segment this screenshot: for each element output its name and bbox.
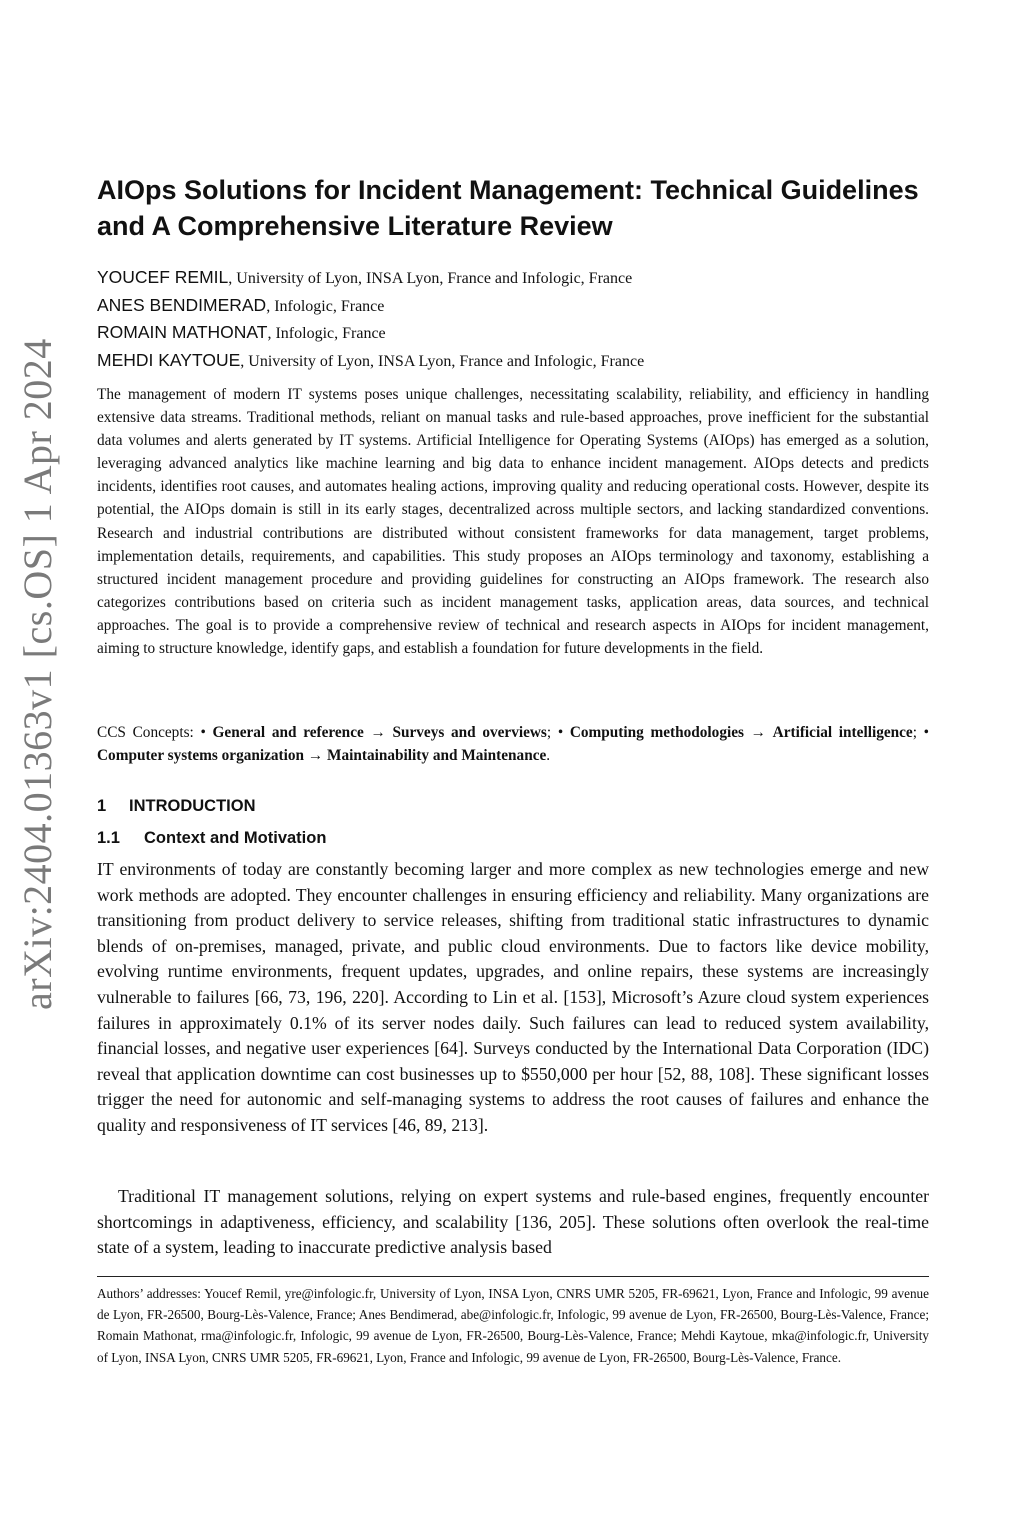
author-name: ROMAIN MATHONAT (97, 322, 268, 342)
paper-title: AIOps Solutions for Incident Management: Technical Guidelines and A Comprehensive Literature Review (97, 175, 919, 241)
authors-addresses-footnote: Authors’ addresses: Youcef Remil, yre@infologic.fr, University of Lyon, INSA Lyon, CNRS UMR 5205, FR-69621, Lyon, France and Infologic, 99 avenue de Lyon, FR-26500, Bourg-Lès-Valence, France; Anes Bendimerad, abe@infologic.fr, Infologic, 99 avenue de Lyon, FR-26500, Bourg-Lès-Valence, France; Romain Mathonat, rma@infologic.fr, Infologic, 99 avenue de Lyon, FR-26500, Bourg-Lès-Valence, France; Mehdi Kaytoue, mka@infologic.fr, University of Lyon, INSA Lyon, CNRS UMR 5205, FR-69621, Lyon, France and Infologic, 99 avenue de Lyon, FR-26500, Bourg-Lès-Valence, France. (97, 1286, 929, 1365)
author-entry (97, 347, 929, 375)
section-number: 1 (97, 797, 107, 815)
author-affiliation: , Infologic, France (266, 297, 385, 315)
author-affiliation: , University of Lyon, INSA Lyon, France and Infologic, France (228, 270, 633, 287)
arxiv-identifier-stamp: arXiv:2404.01363v1 [cs.OS] 1 Apr 2024 (15, 338, 60, 1010)
section-title: INTRODUCTION (129, 797, 256, 815)
footnote-rule (97, 1276, 929, 1277)
author-list (97, 264, 929, 374)
section-heading (97, 794, 256, 818)
author-name: MEHDI KAYTOUE (97, 349, 241, 370)
subsection-heading (97, 826, 326, 850)
body-paragraph: Traditional IT management solutions, relying on expert systems and rule-based engines, frequently encounter shortcomings in adaptiveness, efficiency, and scalability [136, 205]. These solutions often overlook the real-time state of a system, leading to inaccurate predictive analysis based (97, 1186, 929, 1258)
ccs-concept: Maintainability and Maintenance (327, 747, 547, 764)
ccs-concept: Surveys and overviews (392, 724, 547, 741)
subsection-title: Context and Motivation (144, 829, 327, 847)
ccs-concept: Artificial intelligence (772, 724, 913, 741)
author-entry (97, 292, 929, 320)
ccs-separator: ; • (912, 724, 930, 741)
body-paragraph: IT environments of today are constantly becoming larger and more complex as new technologies emerge and new work methods are adopted. They encounter challenges in ensuring efficiency and reliability. Many organizations are transitioning from product delivery to service releases, shifting from traditional static infrastructures to dynamic blends of on-premises, managed, private, and public cloud environments. Due to factors like device mobility, evolving runtime environments, frequent updates, upgrades, and online repairs, these systems are increasingly vulnerable to failures [66, 73, 196, 220]. According to Lin et al. [153], Microsoft’s Azure cloud system experiences failures in approximately 0.1% of its server nodes daily. Such failures can lead to reduced system availability, financial losses, and negative user experiences [64]. Surveys conducted by the International Data Corporation (IDC) reveal that application downtime can cost businesses up to $550,000 per hour [52, 88, 108]. These significant losses trigger the need for autonomic and self-managing systems to address the root causes of failures and enhance the quality and responsiveness of IT services [46, 89, 213]. (97, 859, 929, 1135)
ccs-concept: General and reference (212, 724, 364, 741)
ccs-concept: Computer systems organization (97, 747, 305, 764)
subsection-number: 1.1 (97, 829, 120, 847)
author-entry (97, 319, 929, 347)
ccs-concepts (97, 721, 929, 767)
author-affiliation: , Infologic, France (267, 325, 386, 342)
author-entry (97, 264, 929, 292)
ccs-separator: ; • (546, 724, 570, 741)
author-name: ANES BENDIMERAD (97, 294, 267, 315)
ccs-arrow: → (304, 747, 328, 764)
abstract: The management of modern IT systems poses unique challenges, necessitating scalability, reliability, and efficiency in handling extensive data streams. Traditional methods, reliant on manual tasks and rule-based approaches, prove inefficient for the substantial data volumes and alerts generated by IT systems. Artificial Intelligence for Operating Systems (AIOps) has emerged as a solution, leveraging advanced analytics like machine learning and big data to enhance incident management. AIOps detects and predicts incidents, identifies root causes, and automates healing actions, improving quality and reducing operational costs. However, despite its potential, the AIOps domain is still in its early stages, decentralized across multiple sectors, and lacking standardized conventions. Research and industrial contributions are distributed without consistent frameworks for data management, target problems, implementation details, requirements, and capabilities. This study proposes an AIOps terminology and taxonomy, establishing a structured incident management procedure and providing guidelines for constructing an AIOps framework. The research also categorizes contributions based on criteria such as incident management tasks, application areas, data sources, and technical approaches. The goal is to provide a comprehensive review of technical and research aspects in AIOps for incident management, aiming to structure knowledge, identify gaps, and establish a foundation for future developments in the field. (97, 386, 929, 658)
author-affiliation: , University of Lyon, INSA Lyon, France and Infologic, France (240, 352, 645, 370)
ccs-arrow: → (743, 724, 773, 741)
ccs-concept: Computing methodologies (569, 724, 744, 741)
ccs-arrow: → (363, 724, 393, 741)
author-name: YOUCEF REMIL (97, 267, 229, 287)
ccs-end: . (546, 747, 551, 764)
ccs-label: CCS Concepts: • (97, 724, 213, 741)
